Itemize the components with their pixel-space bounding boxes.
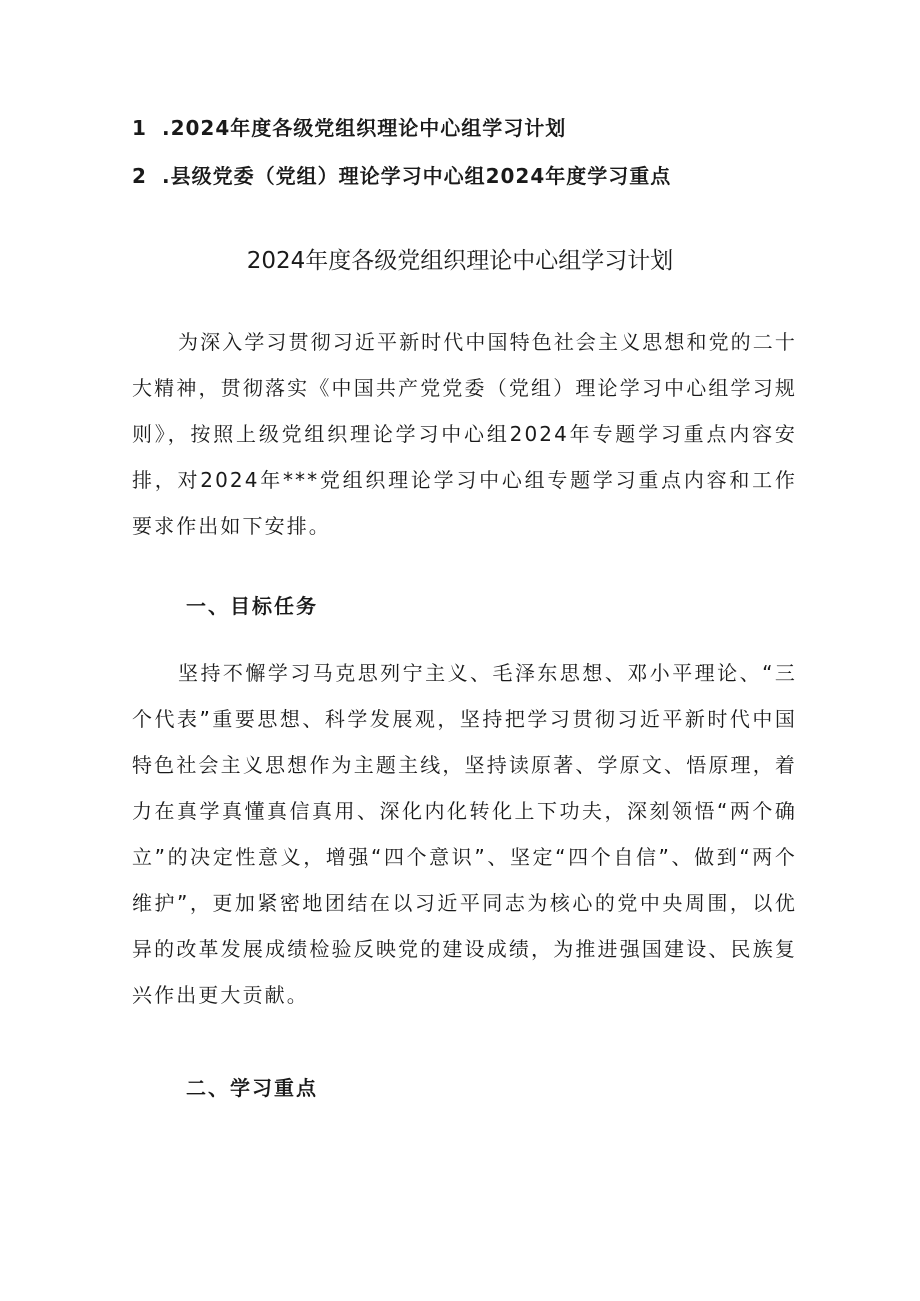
- section-heading-study-focus: 二、学习重点: [186, 1076, 318, 1100]
- toc-item-1[interactable]: [132, 112, 566, 141]
- goals-paragraph: 坚持不懈学习马克思列宁主义、毛泽东思想、邓小平理论、“三个代表”重要思想、科学发展观，坚持把学习贯彻习近平新时代中国特色社会主义思想作为主题主线，坚持读原著、学原文、悟原理，着力在真学真懂真信真用、深化内化转化上下功夫，深刻领悟“两个确立”的决定性意义，增强“四个意识”、坚定“四个自信”、做到“两个维护”，更加紧密地团结在以习近平同志为核心的党中央周围，以优异的改革发展成绩检验反映党的建设成绩，为推进强国建设、民族复兴作出更大贡献。: [132, 661, 797, 1007]
- toc-item-text: .县级党委（党组）理论学习中心组2024年度学习重点: [162, 164, 672, 188]
- toc-item-number: 2: [132, 164, 147, 188]
- toc-item-number: 1: [132, 116, 147, 140]
- document-title: 2024年度各级党组织理论中心组学习计划: [246, 248, 674, 274]
- section-heading-goals: 一、目标任务: [186, 594, 318, 618]
- intro-paragraph: 为深入学习贯彻习近平新时代中国特色社会主义思想和党的二十大精神，贯彻落实《中国共产党党委（党组）理论学习中心组学习规则》，按照上级党组织理论学习中心组2024年专题学习重点内容安排，对2024年***党组织理论学习中心组专题学习重点内容和工作要求作出如下安排。: [132, 330, 797, 538]
- toc-item-2[interactable]: [132, 160, 671, 189]
- toc-item-text: .2024年度各级党组织理论中心组学习计划: [162, 116, 567, 140]
